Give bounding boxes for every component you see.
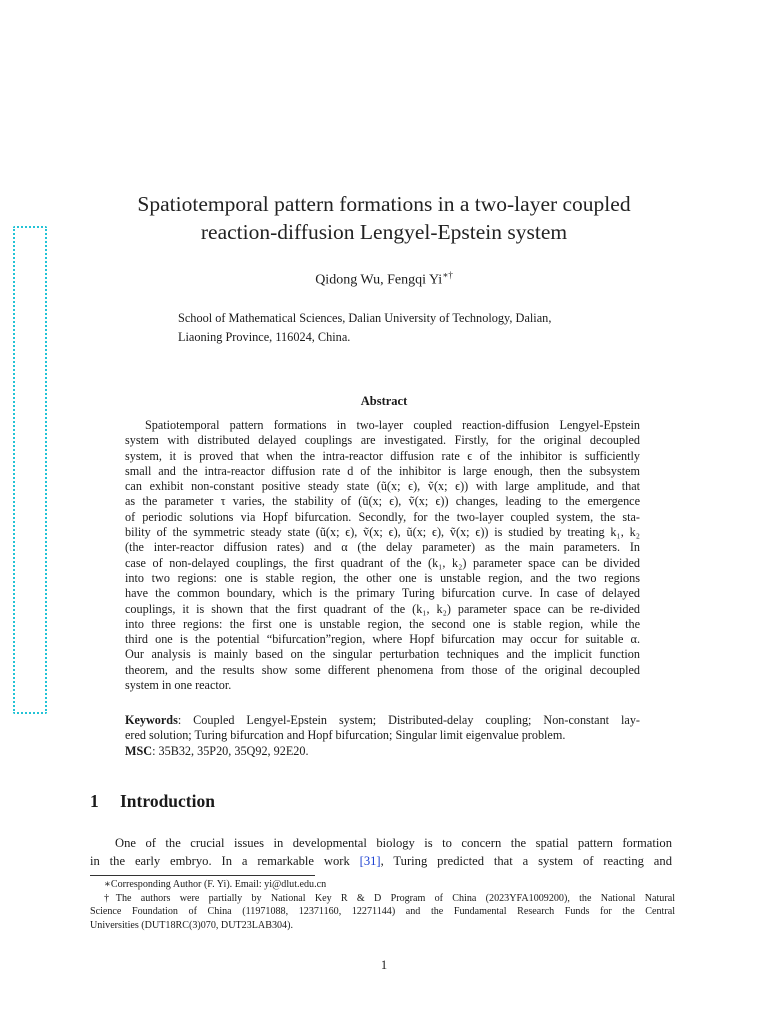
paper-title (100, 190, 668, 246)
keywords-label: Keywords (125, 713, 178, 727)
abstract-line: system in one reactor. (125, 678, 232, 693)
abstract-line: Spatiotemporal pattern formations in two-layer coupled reaction-diffusion Lengyel-Epstein (145, 418, 640, 432)
page-number: 1 (380, 958, 388, 972)
title-line-1: Spatiotemporal pattern formations in a two-layer coupled (137, 192, 631, 216)
author-mark-2: † (448, 270, 453, 280)
footnotes (90, 878, 675, 932)
keywords-line-1 (125, 713, 640, 728)
abstract-line: bility of the symmetric steady state (ũ(x; ϵ), ṽ(x; ϵ), ũ(x; ϵ), ṽ(x; ϵ)) is studied by treating k₁, k₂ (125, 525, 640, 540)
citation-link[interactable]: [31] (359, 854, 381, 868)
intro-line-2-post: , Turing predicted that a system of reacting and (380, 854, 672, 868)
intro-line-1: One of the crucial issues in developmental biology is to concern the spatial pattern formation (115, 836, 672, 850)
abstract-line: can exhibit non-constant positive steady state (ũ(x; ϵ), ṽ(x; ϵ)) with large amplitude, and that (125, 479, 640, 494)
section-number: 1 (90, 791, 99, 811)
footnote-line: ∗Corresponding Author (F. Yi). Email: yi@dlut.edu.cn (104, 879, 327, 890)
affiliation-line-2: Liaoning Province, 116024, China. (178, 330, 351, 344)
abstract-body (125, 418, 640, 693)
footnote-line: †The authors were partially by National Key R & D Program of China (2023YFA1009200), the National Natural (104, 892, 675, 904)
arxiv-watermark-frame (13, 226, 47, 714)
abstract-line: theorem, and the results show some different phenomena from those of the original decoupled (125, 662, 640, 677)
abstract-line: third one is the potential “bifurcation”region, where Hopf bifurcation may occur for suitable α. (125, 632, 640, 647)
intro-paragraph (90, 834, 672, 870)
section-heading (90, 791, 215, 812)
author-mark: ∗ (442, 270, 449, 280)
abstract-line: into two regions: one is stable region, the other one is unstable region, and the two regions (125, 570, 640, 585)
abstract-line: Our analysis is mainly based on the singular perturbation techniques and the implicit function (125, 647, 640, 662)
affiliation-line-1: School of Mathematical Sciences, Dalian University of Technology, Dalian, (178, 311, 552, 325)
intro-line-2-pre: in the early embryo. In a remarkable work (90, 854, 360, 868)
abstract-line: system, it is proved that when the intra-reactor diffusion rate ϵ of the inhibitor is sufficiently (125, 448, 640, 463)
keywords-block (125, 713, 640, 759)
intro-line-2 (90, 852, 672, 870)
authors-text: Qidong Wu, Fengqi Yi (315, 272, 443, 288)
footnote-rule (90, 875, 315, 876)
affiliation (178, 309, 638, 347)
footnote-line: Universities (DUT18RC(3)070, DUT23LAB304). (90, 919, 293, 931)
keywords-text-2: ered solution; Turing bifurcation and Hopf bifurcation; Singular limit eigenvalue problem. (125, 728, 566, 743)
abstract-line: system with distributed delayed couplings are investigated. Firstly, for the original decoupled (125, 433, 640, 448)
msc-text: : 35B32, 35P20, 35Q92, 92E20. (152, 743, 309, 758)
footnote-line: Science Foundation of China (11971088, 12371160, 12271144) and the Fundamental Research Funds for the Central (90, 906, 675, 918)
abstract-line: into three regions: the first one is unstable region, the second one is stable region, while the (125, 616, 640, 631)
keywords-text-1: : Coupled Lengyel-Epstein system; Distributed-delay coupling; Non-constant lay- (177, 713, 640, 727)
msc-label: MSC (125, 743, 153, 758)
abstract-line: small and the intra-reactor diffusion rate d of the inhibitor is large enough, then the subsystem (125, 463, 640, 478)
abstract-line: case of non-delayed couplings, the first quadrant of the (k₁, k₂) parameter space can be divided (125, 555, 640, 570)
title-line-2: reaction-diffusion Lengyel-Epstein system (200, 220, 568, 244)
author-list (100, 270, 668, 289)
abstract-heading: Abstract (360, 394, 408, 408)
abstract-line: couplings, it is shown that the first quadrant of the (k₁, k₂) parameter space can be re-divided (125, 601, 640, 616)
abstract-line: have the common boundary, which is the primary Turing bifurcation curve. In case of delayed (125, 586, 640, 601)
section-title: Introduction (120, 791, 215, 811)
msc-line (125, 744, 640, 759)
abstract-line: (the inter-reactor diffusion rates) and α (the delay parameter) as the main parameters. In (125, 540, 640, 555)
abstract-line: of periodic solutions via Hopf bifurcation. Secondly, for the two-layer coupled system, the sta- (125, 509, 640, 524)
abstract-line: as the parameter τ varies, the stability of (ũ(x; ϵ), ṽ(x; ϵ)) changes, leading to the emergence (125, 494, 640, 509)
